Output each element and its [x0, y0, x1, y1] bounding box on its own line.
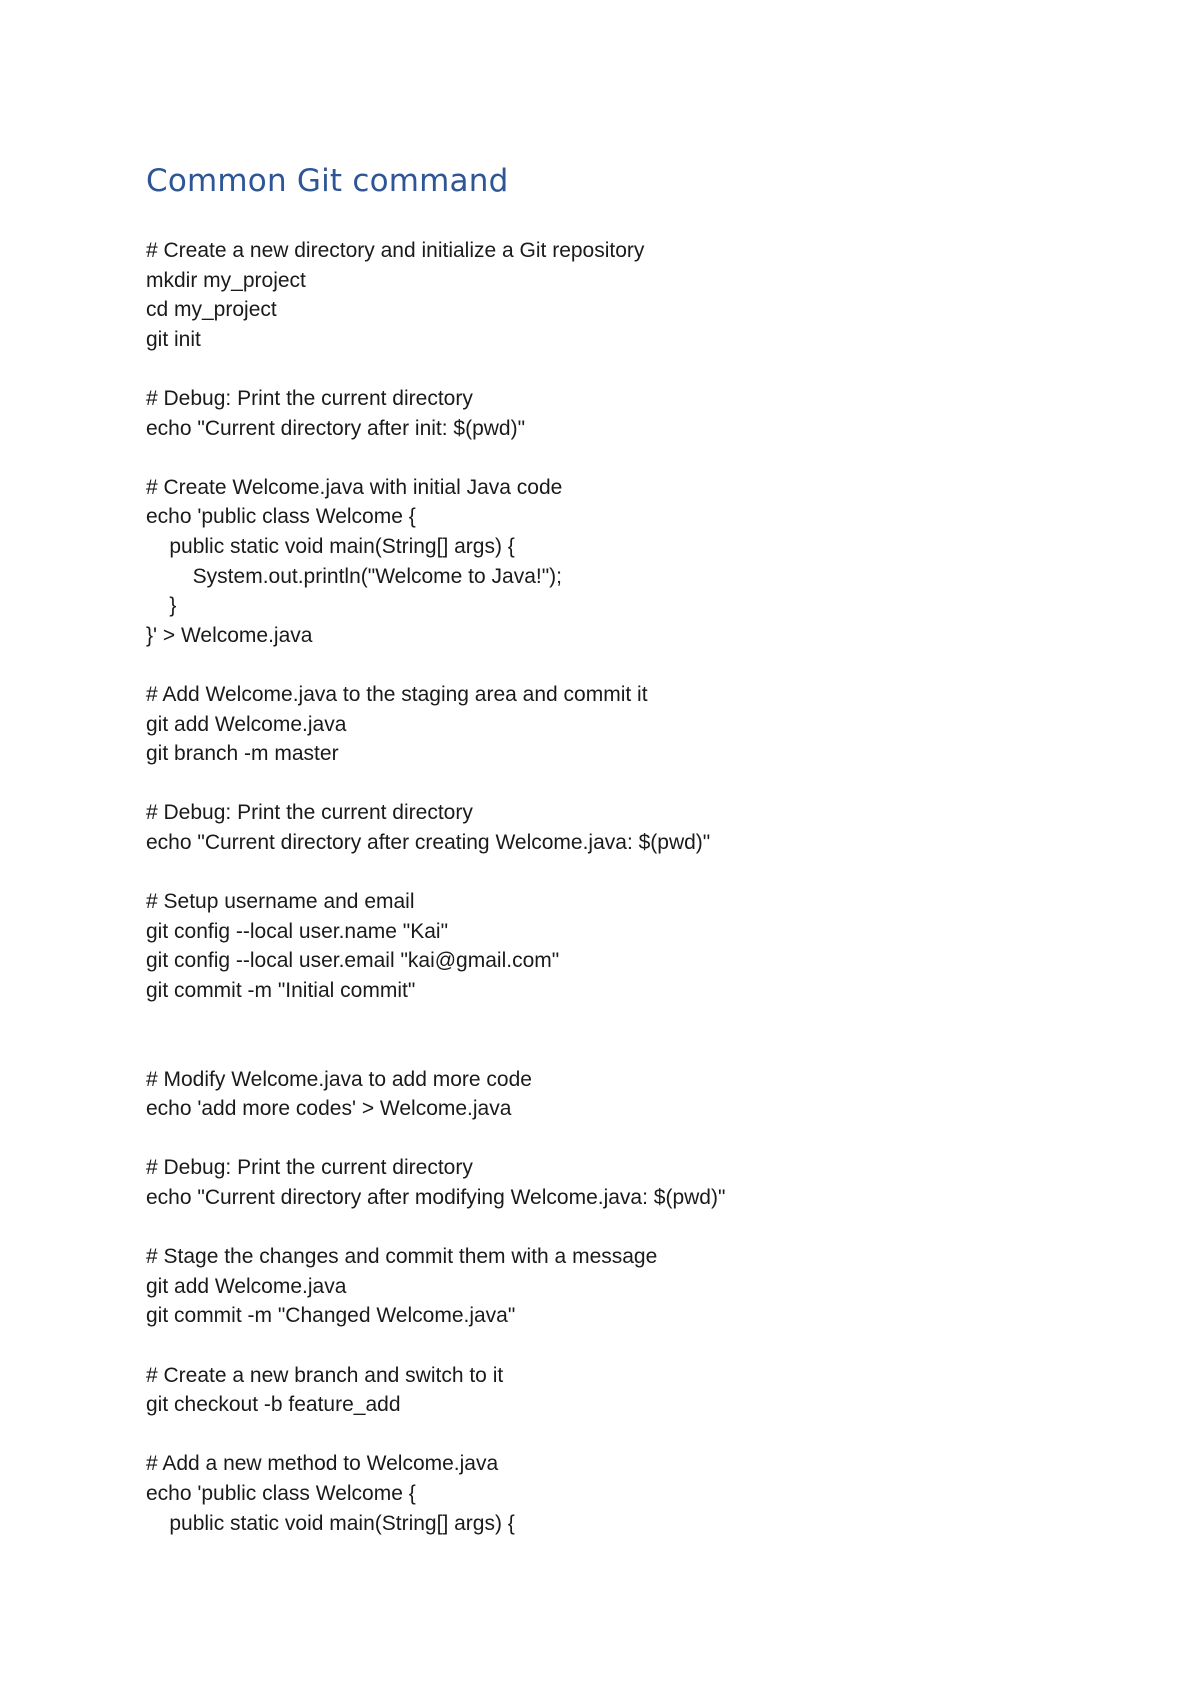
document-line: git config --local user.email "kai@gmail.com"	[146, 949, 560, 973]
document-line: public static void main(String[] args) {	[146, 534, 515, 558]
document-line: echo "Current directory after creating Welcome.java: $(pwd)"	[146, 830, 711, 854]
document-line: System.out.println("Welcome to Java!");	[146, 564, 562, 588]
document-line	[146, 1331, 1146, 1361]
document-line: git branch -m master	[146, 742, 339, 766]
document-line: git add Welcome.java	[146, 712, 347, 736]
document-line: # Debug: Print the current directory	[146, 386, 473, 410]
document-line: }' > Welcome.java	[146, 623, 313, 647]
document-line	[146, 1420, 1146, 1450]
document-line: mkdir my_project	[146, 268, 306, 292]
document-line: echo 'public class Welcome {	[146, 505, 416, 529]
document-line: # Create a new branch and switch to it	[146, 1363, 504, 1387]
document-line	[146, 769, 1146, 799]
document-line: git config --local user.name "Kai"	[146, 919, 449, 943]
document-line	[146, 443, 1146, 473]
document-line: # Debug: Print the current directory	[146, 1156, 473, 1180]
document-line	[146, 1213, 1146, 1243]
document-line: git init	[146, 327, 201, 351]
document-line: # Debug: Print the current directory	[146, 801, 473, 825]
document-line: echo 'public class Welcome {	[146, 1481, 416, 1505]
document-line: git add Welcome.java	[146, 1274, 347, 1298]
document-line	[146, 1124, 1146, 1154]
document-line: # Stage the changes and commit them with a message	[146, 1245, 658, 1269]
document-line: # Add a new method to Welcome.java	[146, 1452, 499, 1476]
document-line: cd my_project	[146, 298, 277, 322]
document-line	[146, 1005, 1146, 1035]
document-line: # Create a new directory and initialize a Git repository	[146, 239, 645, 262]
document-line: git commit -m "Changed Welcome.java"	[146, 1304, 516, 1328]
document-line	[146, 1035, 1146, 1065]
document-line: echo "Current directory after init: $(pwd)"	[146, 416, 526, 440]
document-body	[146, 236, 1146, 1538]
document-line: echo "Current directory after modifying Welcome.java: $(pwd)"	[146, 1186, 726, 1209]
document-line: # Create Welcome.java with initial Java code	[146, 475, 563, 499]
document-line: git checkout -b feature_add	[146, 1393, 401, 1417]
document-line: public static void main(String[] args) {	[146, 1511, 515, 1535]
document-line	[146, 354, 1146, 384]
document-line: # Modify Welcome.java to add more code	[146, 1067, 532, 1091]
document-line	[146, 857, 1146, 887]
document-line	[146, 650, 1146, 680]
document-line: echo 'add more codes' > Welcome.java	[146, 1097, 512, 1121]
document-line: # Add Welcome.java to the staging area and commit it	[146, 682, 648, 706]
document-line: }	[146, 594, 177, 618]
document-title: Common Git command	[146, 163, 509, 199]
document-line: git commit -m "Initial commit"	[146, 978, 416, 1002]
document-line: # Setup username and email	[146, 890, 415, 914]
